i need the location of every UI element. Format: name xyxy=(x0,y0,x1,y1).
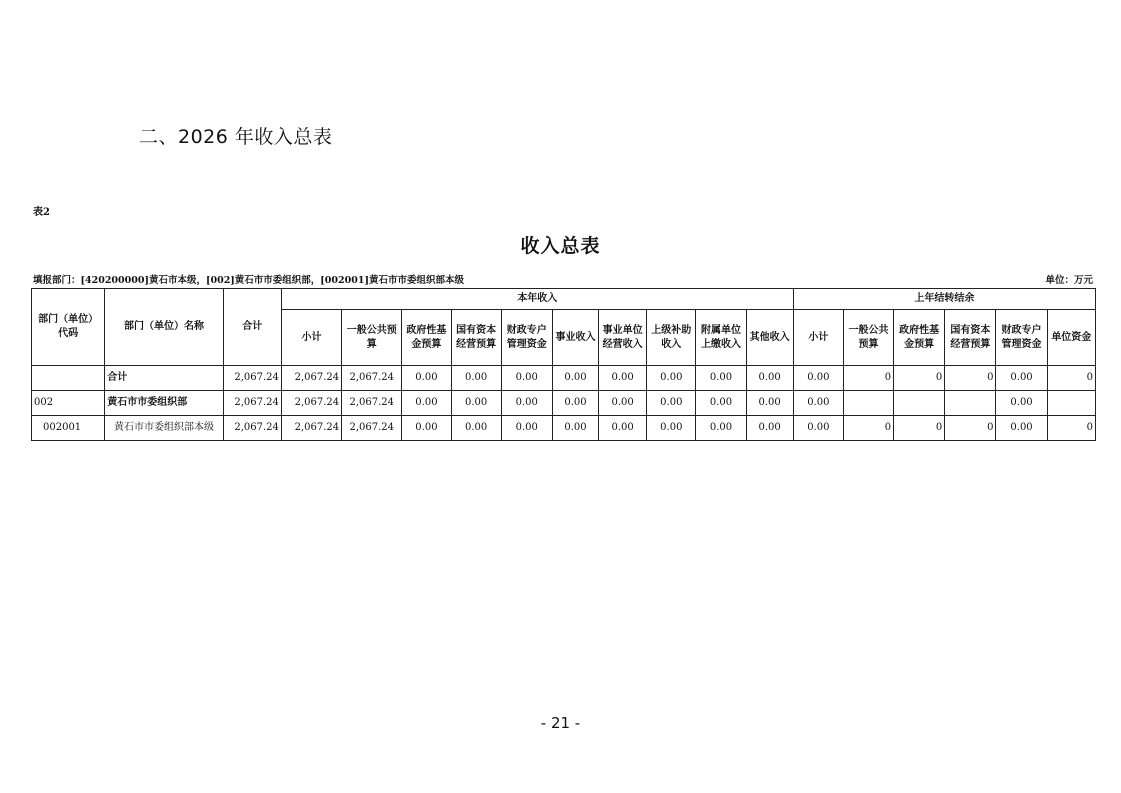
table-number: 表2 xyxy=(33,207,50,218)
cell-carry: 0 xyxy=(945,416,996,441)
cell-current: 0.00 xyxy=(501,416,552,441)
cell-current: 0.00 xyxy=(696,416,746,441)
header-current-col: 上级补助收入 xyxy=(647,310,696,366)
row-code: 002001 xyxy=(32,416,105,441)
cell-current: 0.00 xyxy=(402,391,451,416)
cell-carry: 0.00 xyxy=(996,391,1047,416)
row-total: 2,067.24 xyxy=(223,416,281,441)
cell-carry: 0 xyxy=(1047,366,1095,391)
header-total: 合计 xyxy=(223,289,281,366)
cell-current: 2,067.24 xyxy=(342,366,402,391)
header-carry-col: 国有资本经营预算 xyxy=(945,310,996,366)
cell-carry: 0 xyxy=(1047,416,1095,441)
header-carry-col: 一般公共预算 xyxy=(843,310,893,366)
cell-carry: 0 xyxy=(843,416,893,441)
header-current-col: 小计 xyxy=(281,310,341,366)
page-number: - 21 - xyxy=(540,714,581,732)
header-carry-col: 财政专户管理资金 xyxy=(996,310,1047,366)
cell-current: 0.00 xyxy=(402,416,451,441)
header-carry-col: 单位资金 xyxy=(1047,310,1095,366)
row-name: 黄石市市委组织部本级 xyxy=(105,416,223,441)
table-row-total xyxy=(32,366,1096,391)
unit-label: 单位：万元 xyxy=(1045,275,1093,286)
header-current-col: 附属单位上缴收入 xyxy=(696,310,746,366)
cell-carry: 0 xyxy=(894,366,945,391)
header-current-col: 财政专户管理资金 xyxy=(501,310,552,366)
cell-carry: 0.00 xyxy=(996,416,1047,441)
header-dept-code: 部门（单位）代码 xyxy=(32,289,105,366)
cell-current: 0.00 xyxy=(552,416,598,441)
header-dept-name: 部门（单位）名称 xyxy=(105,289,223,366)
cell-current: 0.00 xyxy=(647,416,696,441)
cell-current: 2,067.24 xyxy=(281,366,341,391)
header-carry-col: 政府性基金预算 xyxy=(894,310,945,366)
cell-current: 2,067.24 xyxy=(342,391,402,416)
header-current-col: 政府性基金预算 xyxy=(402,310,451,366)
cell-carry: 0 xyxy=(894,416,945,441)
filling-department: 填报部门：[420200000]黄石市本级，[002]黄石市市委组织部，[002001]黄石市市委组织部本级 xyxy=(33,275,464,286)
section-heading: 二、2026 年收入总表 xyxy=(139,126,333,148)
cell-current: 2,067.24 xyxy=(281,391,341,416)
cell-carry xyxy=(843,391,893,416)
row-total: 2,067.24 xyxy=(223,391,281,416)
row-code: 002 xyxy=(32,391,105,416)
cell-current: 0.00 xyxy=(599,416,647,441)
cell-carry: 0.00 xyxy=(996,366,1047,391)
cell-current: 0.00 xyxy=(451,366,501,391)
cell-carry: 0 xyxy=(843,366,893,391)
row-total: 2,067.24 xyxy=(223,366,281,391)
income-summary-table xyxy=(31,288,1096,441)
cell-carry: 0.00 xyxy=(793,416,843,441)
cell-current: 0.00 xyxy=(746,366,793,391)
cell-current: 0.00 xyxy=(746,391,793,416)
row-name: 合计 xyxy=(105,366,223,391)
cell-carry xyxy=(945,391,996,416)
cell-current: 0.00 xyxy=(746,416,793,441)
cell-current: 0.00 xyxy=(599,391,647,416)
cell-current: 0.00 xyxy=(696,366,746,391)
cell-current: 0.00 xyxy=(647,366,696,391)
cell-carry: 0 xyxy=(945,366,996,391)
cell-current: 0.00 xyxy=(696,391,746,416)
header-current-col: 其他收入 xyxy=(746,310,793,366)
cell-current: 0.00 xyxy=(552,366,598,391)
cell-current: 2,067.24 xyxy=(281,416,341,441)
cell-current: 0.00 xyxy=(501,366,552,391)
header-current-col: 一般公共预算 xyxy=(342,310,402,366)
header-current-year-income: 本年收入 xyxy=(281,289,793,310)
header-current-col: 事业单位经营收入 xyxy=(599,310,647,366)
header-current-col: 事业收入 xyxy=(552,310,598,366)
cell-current: 0.00 xyxy=(501,391,552,416)
table-row-unit xyxy=(32,416,1096,441)
cell-current: 2,067.24 xyxy=(342,416,402,441)
cell-current: 0.00 xyxy=(647,391,696,416)
cell-current: 0.00 xyxy=(451,391,501,416)
cell-carry: 0.00 xyxy=(793,366,843,391)
row-name: 黄石市市委组织部 xyxy=(105,391,223,416)
cell-carry: 0.00 xyxy=(793,391,843,416)
cell-current: 0.00 xyxy=(552,391,598,416)
table-row-dept xyxy=(32,391,1096,416)
cell-current: 0.00 xyxy=(599,366,647,391)
cell-current: 0.00 xyxy=(451,416,501,441)
table-title: 收入总表 xyxy=(520,235,601,257)
row-code xyxy=(32,366,105,391)
cell-carry xyxy=(894,391,945,416)
header-current-col: 国有资本经营预算 xyxy=(451,310,501,366)
cell-current: 0.00 xyxy=(402,366,451,391)
cell-carry xyxy=(1047,391,1095,416)
header-carry-col: 小计 xyxy=(793,310,843,366)
header-carryover: 上年结转结余 xyxy=(793,289,1095,310)
